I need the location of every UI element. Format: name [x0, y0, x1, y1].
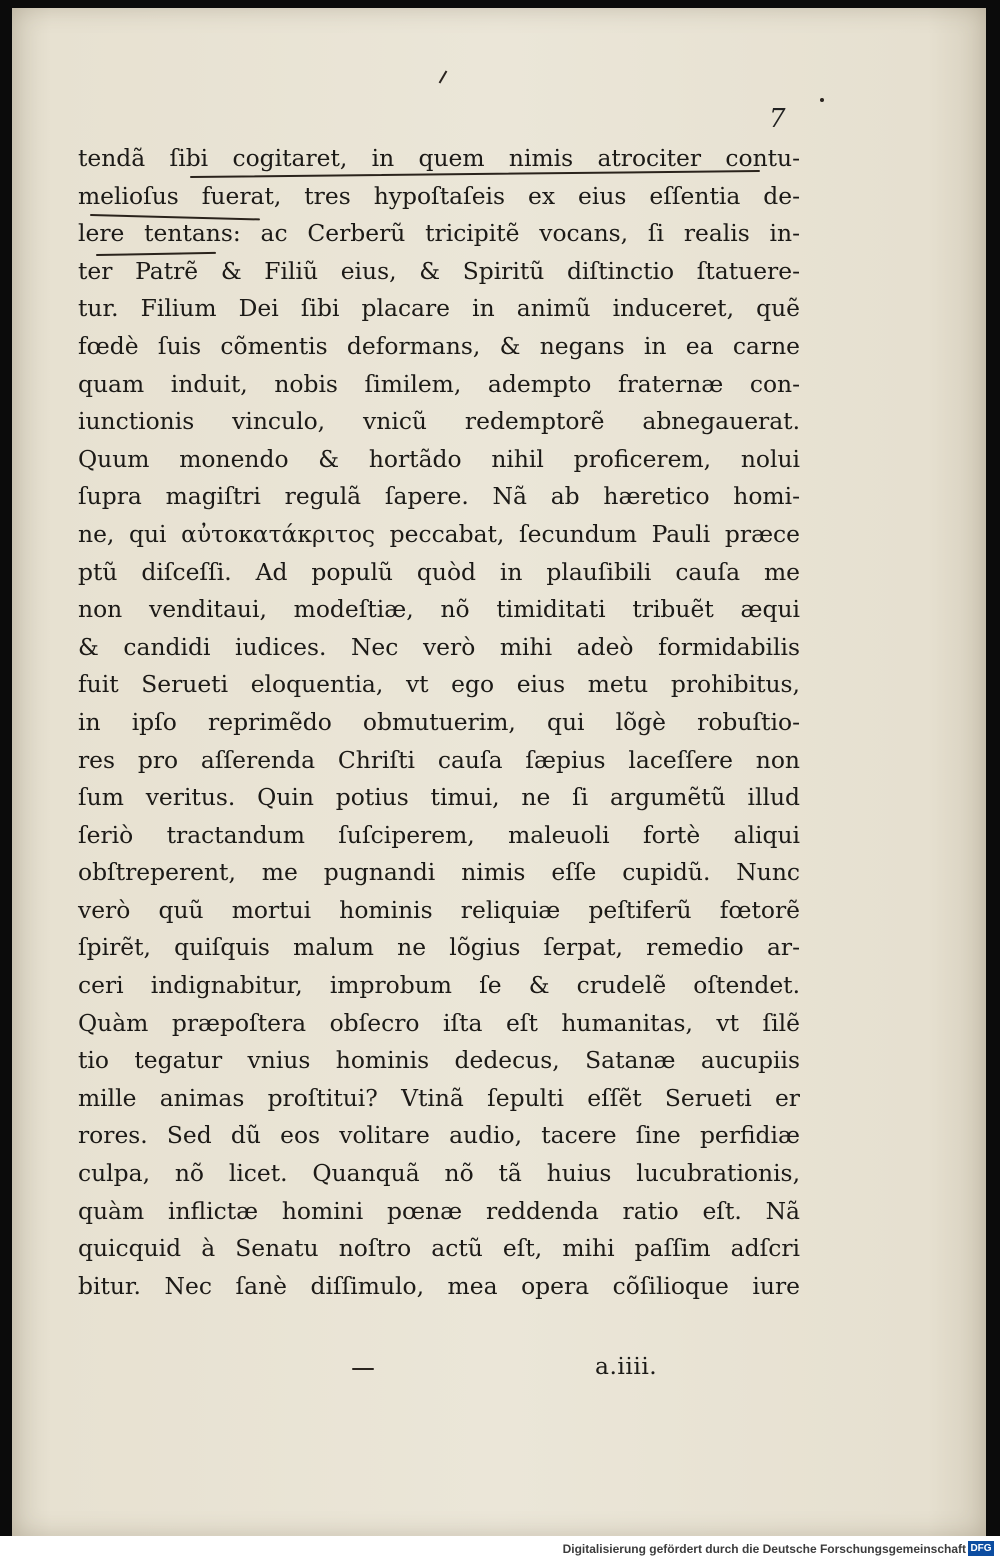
text-line: culpa, nõ licet. Quanquã nõ tã huius lucubrationis,	[78, 1159, 800, 1188]
text-line: bitur. Nec ſanè diſſimulo, mea opera cõſilioque iure	[78, 1271, 800, 1300]
text-line: mille animas proſtitui? Vtinã ſepulti eſſẽt Serueti er	[78, 1083, 800, 1112]
text-line: ſpirẽt, quiſquis malum ne lõgius ſerpat, remedio ar-	[78, 933, 800, 962]
funding-credit: Digitalisierung gefördert durch die Deutsche Forschungsgemeinschaft	[562, 1542, 966, 1556]
text-line: ne, qui αὐτοκατάκριτος peccabat, ſecundum Pauli præce	[78, 519, 800, 548]
text-line: res pro aſſerenda Chriſti cauſa ſæpius laceſſere non	[78, 745, 800, 774]
text-line: Quàm præpoſtera obſecro iſta eſt humanitas, vt ſilẽ	[78, 1008, 800, 1037]
text-line: ptũ diſceſſi. Ad populũ quòd in plauſibili cauſa me	[78, 557, 800, 586]
page-text-block	[78, 140, 800, 1305]
text-line: & candidi iudices. Nec verò mihi adeò formidabilis	[78, 632, 800, 661]
text-line: ter Patrẽ & Filiũ eius, & Spiritũ diſtinctio ſtatuere-	[78, 256, 800, 285]
text-line: fœdè ſuis cõmentis deformans, & negans in ea carne	[78, 331, 800, 360]
text-line: tendã ſibi cogitaret, in quem nimis atrociter contu-	[78, 144, 800, 172]
book-page	[12, 8, 986, 1536]
text-line: quam induit, nobis ſimilem, adempto fraternæ con-	[78, 369, 800, 398]
text-line: quicquid à Senatu noſtro actũ eſt, mihi paſſim adſcri	[78, 1234, 800, 1263]
text-line: rores. Sed dũ eos volitare audio, tacere ſine perfidiæ	[78, 1121, 800, 1150]
text-line: tio tegatur vnius hominis dedecus, Satanæ aucupiis	[78, 1046, 800, 1075]
text-line: ceri indignabitur, improbum ſe & crudelẽ oſtendet.	[78, 971, 800, 1000]
ink-speck	[352, 1368, 374, 1370]
signature-mark: a.iiii.	[595, 1352, 658, 1380]
text-line: verò quũ mortui hominis reliquiæ peſtiferũ fœtorẽ	[78, 895, 800, 924]
text-line: Quum monendo & hortãdo nihil proficerem, nolui	[78, 444, 800, 473]
text-line: obſtreperent, me pugnandi nimis eſſe cupidũ. Nunc	[78, 858, 800, 887]
text-line: iunctionis vinculo, vnicũ redemptorẽ abnegauerat.	[78, 407, 800, 436]
text-line: fuit Serueti eloquentia, vt ego eius metu prohibitus,	[78, 670, 800, 699]
text-line: quàm inflictæ homini pœnæ reddenda ratio eſt. Nã	[78, 1196, 800, 1225]
ink-speck	[439, 70, 448, 83]
text-line: ſeriò tractandum ſuſciperem, maleuoli fortè aliqui	[78, 820, 800, 849]
dfg-logo-icon: DFG	[968, 1541, 994, 1556]
folio-number: 7	[769, 104, 786, 134]
text-line: ſupra magiſtri regulã ſapere. Nã ab hæretico homi-	[78, 482, 800, 511]
text-line: tur. Filium Dei ſibi placare in animũ induceret, quẽ	[78, 294, 800, 323]
text-line: ſum veritus. Quin potius timui, ne ſi argumẽtũ illud	[78, 783, 800, 812]
text-line: in ipſo reprimẽdo obmutuerim, qui lõgè robuſtio-	[78, 707, 800, 736]
text-line: non venditaui, modeſtiæ, nõ timiditati tribuẽt æqui	[78, 595, 800, 624]
digitization-footer	[0, 1536, 1000, 1560]
text-line: lere tentans: ac Cerberũ tricipitẽ vocans, ſi realis in-	[78, 219, 800, 248]
text-line: melioſus fuerat, tres hypoſtaſeis ex eius eſſentia de-	[78, 181, 800, 210]
ink-speck	[820, 98, 824, 102]
